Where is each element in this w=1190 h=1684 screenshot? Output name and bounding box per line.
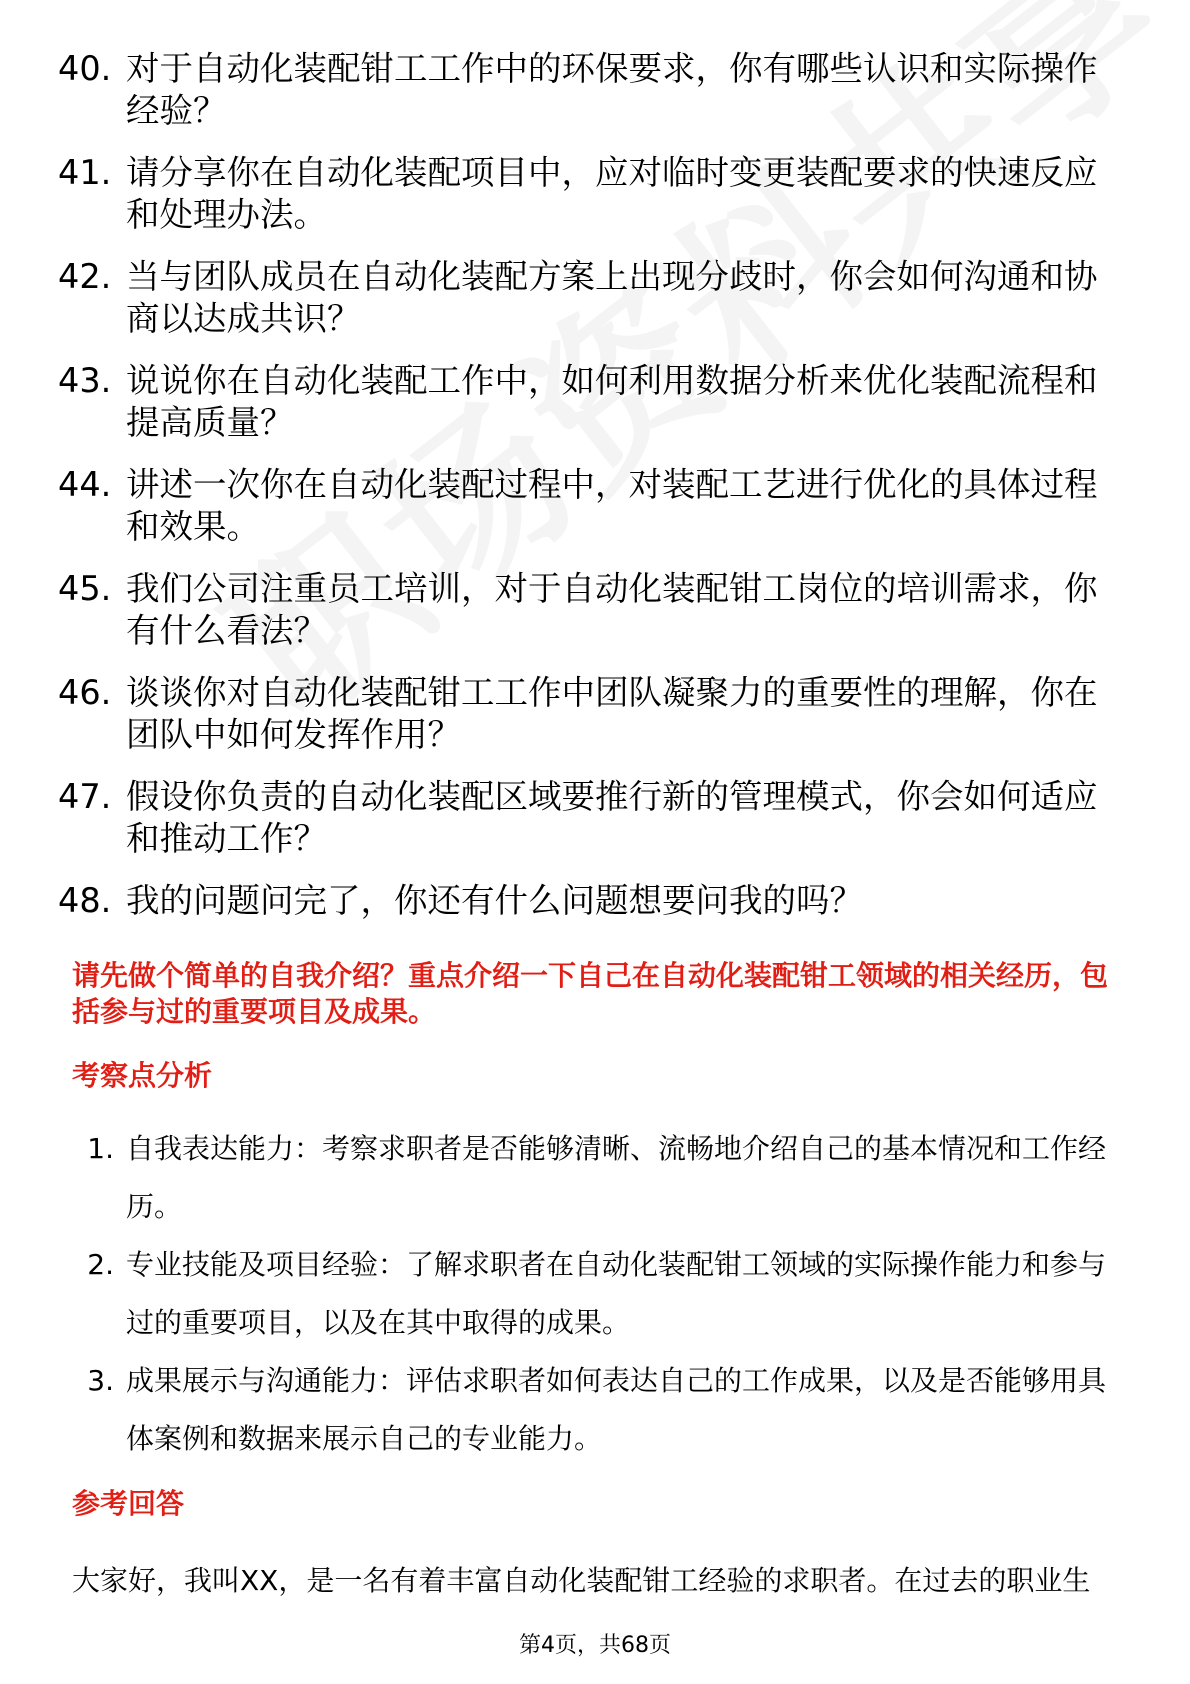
question-number: 40. <box>58 49 112 88</box>
analysis-item <box>72 1352 1132 1468</box>
featured-question: 请先做个简单的自我介绍？重点介绍一下自己在自动化装配钳工领域的相关经历，包括参与过的重要项目及成果。 <box>72 959 1109 1028</box>
question-number: 46. <box>58 673 112 712</box>
analysis-text: 自我表达能力：考察求职者是否能够清晰、流畅地介绍自己的基本情况和工作经历。 <box>126 1132 1107 1223</box>
question-number: 41. <box>58 153 112 192</box>
analysis-text: 成果展示与沟通能力：评估求职者如何表达自己的工作成果，以及是否能够用具体案例和数据来展示自己的专业能力。 <box>126 1364 1107 1455</box>
question-item <box>58 48 1118 132</box>
analysis-list <box>72 1120 1132 1468</box>
question-item <box>58 568 1118 652</box>
question-text: 谈谈你对自动化装配钳工工作中团队凝聚力的重要性的理解，你在团队中如何发挥作用？ <box>126 673 1098 754</box>
question-list <box>58 48 1118 942</box>
question-item <box>58 152 1118 236</box>
analysis-text: 专业技能及项目经验：了解求职者在自动化装配钳工领域的实际操作能力和参与过的重要项目，以及在其中取得的成果。 <box>126 1248 1107 1339</box>
question-text: 假设你负责的自动化装配区域要推行新的管理模式，你会如何适应和推动工作？ <box>126 777 1098 858</box>
analysis-number: 3. <box>87 1364 114 1397</box>
analysis-title: 考察点分析 <box>72 1059 213 1092</box>
analysis-number: 1. <box>87 1132 114 1165</box>
question-item <box>58 672 1118 756</box>
question-item <box>58 256 1118 340</box>
question-item <box>58 360 1118 444</box>
question-item <box>58 776 1118 860</box>
question-number: 42. <box>58 257 112 296</box>
question-item <box>58 464 1118 548</box>
question-text: 说说你在自动化装配工作中，如何利用数据分析来优化装配流程和提高质量？ <box>126 361 1098 442</box>
reference-title: 参考回答 <box>72 1487 185 1520</box>
question-number: 48. <box>58 881 112 920</box>
question-text: 讲述一次你在自动化装配过程中，对装配工艺进行优化的具体过程和效果。 <box>126 465 1098 546</box>
question-text: 请分享你在自动化装配项目中，应对临时变更装配要求的快速反应和处理办法。 <box>126 153 1098 234</box>
question-text: 对于自动化装配钳工工作中的环保要求，你有哪些认识和实际操作经验？ <box>126 49 1098 130</box>
reference-answer: 大家好，我叫XX，是一名有着丰富自动化装配钳工经验的求职者。在过去的职业生 <box>72 1564 1091 1597</box>
question-number: 44. <box>58 465 112 504</box>
question-text: 当与团队成员在自动化装配方案上出现分歧时，你会如何沟通和协商以达成共识？ <box>126 257 1098 338</box>
question-text: 我们公司注重员工培训，对于自动化装配钳工岗位的培训需求，你有什么看法？ <box>126 569 1098 650</box>
question-number: 45. <box>58 569 112 608</box>
question-item <box>58 880 1118 922</box>
question-number: 47. <box>58 777 112 816</box>
analysis-item <box>72 1120 1132 1236</box>
question-text: 我的问题问完了，你还有什么问题想要问我的吗？ <box>126 881 863 920</box>
analysis-number: 2. <box>87 1248 114 1281</box>
analysis-item <box>72 1236 1132 1352</box>
page-footer: 第4页，共68页 <box>519 1633 671 1658</box>
question-number: 43. <box>58 361 112 400</box>
